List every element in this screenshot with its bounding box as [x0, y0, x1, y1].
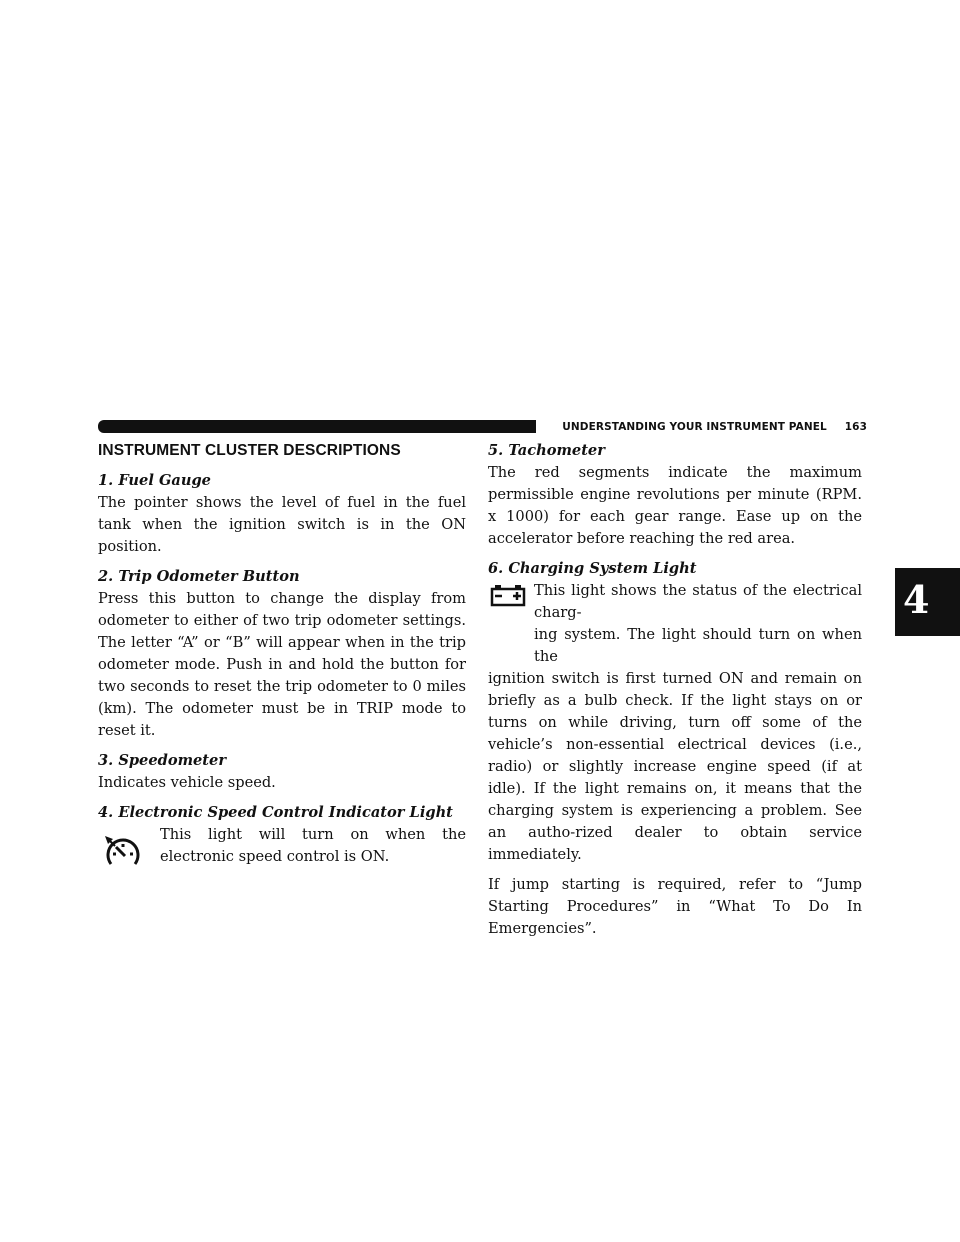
- item-heading: 5. Tachometer: [488, 442, 605, 459]
- header-section-title: UNDERSTANDING YOUR INSTRUMENT PANEL: [562, 421, 827, 433]
- item-heading: 4. Electronic Speed Control Indicator Light: [98, 804, 453, 821]
- item-heading: 2. Trip Odometer Button: [98, 568, 300, 585]
- item-trip-odometer: [98, 566, 466, 742]
- speed-control-icon: [103, 834, 143, 881]
- item-speed-control-light: [98, 802, 466, 868]
- item-body: Press this button to change the display from odometer to either of two trip odometer settings. The letter “A” or “B” will appear when in the trip odometer mode. Push in and hold the button for two seconds to reset the trip odometer to 0 miles (km). The odometer must be in TRIP mode to reset it.: [98, 590, 466, 739]
- closing-paragraph: If jump starting is required, refer to “Jump Starting Procedures” in “What To Do In Emergencies”.: [488, 876, 862, 937]
- right-column: [488, 440, 862, 948]
- item-body-line1: This light shows the status of the electrical charg-: [534, 582, 862, 621]
- item-body: This light will turn on when the electronic speed control is ON.: [160, 826, 466, 865]
- item-body: The red segments indicate the maximum permissible engine revolutions per minute (RPM. x 1000) for each gear range. Ease up on the accelerator before reaching the red area.: [488, 464, 862, 547]
- page-number: 163: [844, 421, 867, 433]
- header-rule-left: [98, 420, 530, 433]
- left-column: [98, 440, 466, 876]
- item-heading: 1. Fuel Gauge: [98, 472, 211, 489]
- chapter-number: 4: [903, 577, 930, 622]
- item-charging-system-light: [488, 558, 862, 866]
- item-body-line2: ing system. The light should turn on when the: [534, 626, 862, 665]
- item-heading: 6. Charging System Light: [488, 560, 697, 577]
- item-heading: 3. Speedometer: [98, 752, 227, 769]
- running-header: [536, 419, 867, 435]
- item-tachometer: [488, 440, 862, 550]
- battery-icon: [490, 583, 526, 614]
- item-body: ignition switch is first turned ON and remain on briefly as a bulb check. If the light stays on or turns on while driving, turn off some of the vehicle’s non-essential electrical devices (i.e., radio) or slightly increase engine speed (if at idle). If the light remains on, it means that the charging system is experiencing a problem. See an autho-rized dealer to obtain service immediately.: [488, 670, 862, 863]
- item-body: Indicates vehicle speed.: [98, 774, 276, 791]
- item-body: The pointer shows the level of fuel in the fuel tank when the ignition switch is in the ON position.: [98, 494, 466, 555]
- item-fuel-gauge: [98, 470, 466, 558]
- section-title: INSTRUMENT CLUSTER DESCRIPTIONS: [98, 442, 401, 459]
- item-speedometer: [98, 750, 466, 794]
